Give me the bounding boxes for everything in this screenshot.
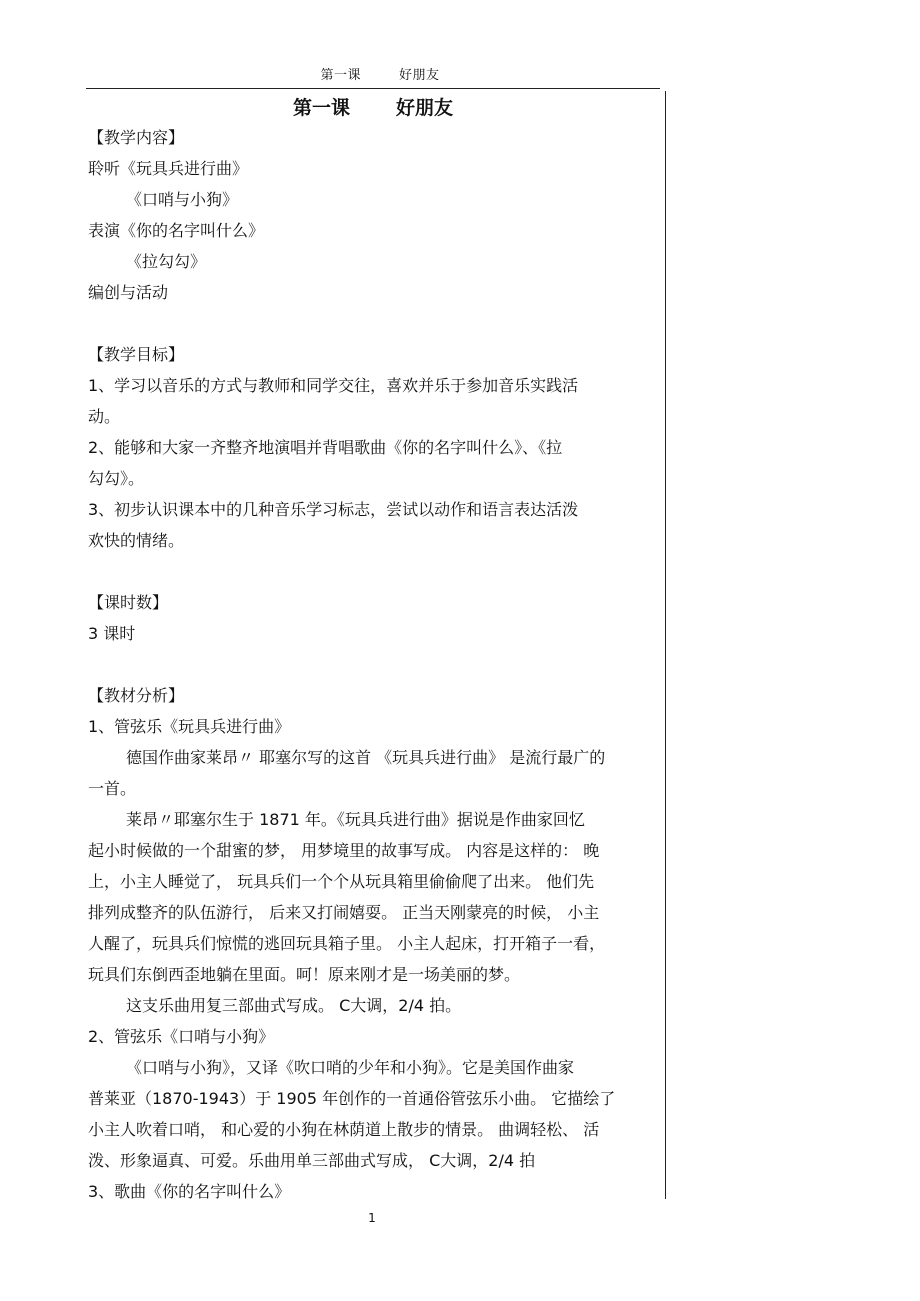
content-item: 《拉勾勾》 (126, 252, 207, 271)
header-rule (86, 88, 660, 89)
goal-text: 动。 (88, 407, 121, 426)
paragraph-line: 上，小主人睡觉了， 玩具兵们一个个从玩具箱里偷偷爬了出来。 他们先 (88, 872, 595, 891)
paragraph-line: 泼、形象逼真、可爱。乐曲用单三部曲式写成， C大调，2/4 拍 (88, 1151, 536, 1170)
subsection-heading: 2、管弦乐《口哨与小狗》 (88, 1027, 275, 1046)
page-number: 1 (368, 1211, 376, 1225)
document-body (88, 122, 660, 1207)
title-name: 好朋友 (396, 97, 454, 119)
running-header-lesson: 第一课 (320, 68, 361, 83)
running-header (0, 64, 760, 83)
right-border-rule (665, 91, 666, 1199)
paragraph-line: 普莱亚（1870-1943）于 1905 年创作的一首通俗管弦乐小曲。 它描绘了 (88, 1089, 616, 1108)
goal-text: 欢快的情绪。 (88, 531, 185, 550)
goal-text: 勾勾》。 (88, 469, 145, 488)
blank-line (88, 308, 660, 339)
paragraph-line: 一首。 (88, 779, 137, 798)
paragraph-line: 德国作曲家莱昂〃 耶塞尔写的这首 《玩具兵进行曲》 是流行最广的 (126, 748, 606, 767)
content-item: 《口哨与小狗》 (126, 190, 239, 209)
goal-text: 1、学习以音乐的方式与教师和同学交往，喜欢并乐于参加音乐实践活 (88, 376, 579, 395)
paragraph-line: 这支乐曲用复三部曲式写成。 C大调，2/4 拍。 (126, 996, 462, 1015)
section-heading: 【教学目标】 (88, 345, 185, 364)
blank-line (88, 556, 660, 587)
goal-text: 3、初步认识课本中的几种音乐学习标志，尝试以动作和语言表达活泼 (88, 500, 579, 519)
document-title (86, 93, 660, 120)
paragraph-line: 排列成整齐的队伍游行， 后来又打闹嬉耍。 正当天刚蒙亮的时候， 小主 (88, 903, 600, 922)
paragraph-line: 小主人吹着口哨， 和心爱的小狗在林荫道上散步的情景。 曲调轻松、 活 (88, 1120, 600, 1139)
content-item: 表演《你的名字叫什么》 (88, 221, 265, 240)
paragraph-line: 人醒了，玩具兵们惊慌的逃回玩具箱子里。 小主人起床，打开箱子一看， (88, 934, 606, 953)
paragraph-line: 《口哨与小狗》，又译《吹口哨的少年和小狗》。它是美国作曲家 (126, 1058, 575, 1077)
subsection-heading: 1、管弦乐《玩具兵进行曲》 (88, 717, 291, 736)
content-item: 编创与活动 (88, 283, 169, 302)
goal-text: 2、能够和大家一齐整齐地演唱并背唱歌曲《你的名字叫什么》、《拉 (88, 438, 563, 457)
content-item: 聆听《玩具兵进行曲》 (88, 159, 249, 178)
blank-line (88, 649, 660, 680)
title-lesson: 第一课 (292, 97, 350, 119)
section-heading: 【教材分析】 (88, 686, 185, 705)
lesson-hours: 3 课时 (88, 624, 136, 643)
paragraph-line: 起小时候做的一个甜蜜的梦， 用梦境里的故事写成。 内容是这样的： 晚 (88, 841, 600, 860)
section-heading: 【教学内容】 (88, 128, 185, 147)
running-header-title: 好朋友 (399, 68, 440, 83)
section-heading: 【课时数】 (88, 593, 169, 612)
paragraph-line: 莱昂〃耶塞尔生于 1871 年。《玩具兵进行曲》据说是作曲家回忆 (126, 810, 585, 829)
paragraph-line: 玩具们东倒西歪地躺在里面。呵！原来刚才是一场美丽的梦。 (88, 965, 521, 984)
subsection-heading: 3、歌曲《你的名字叫什么》 (88, 1182, 291, 1201)
